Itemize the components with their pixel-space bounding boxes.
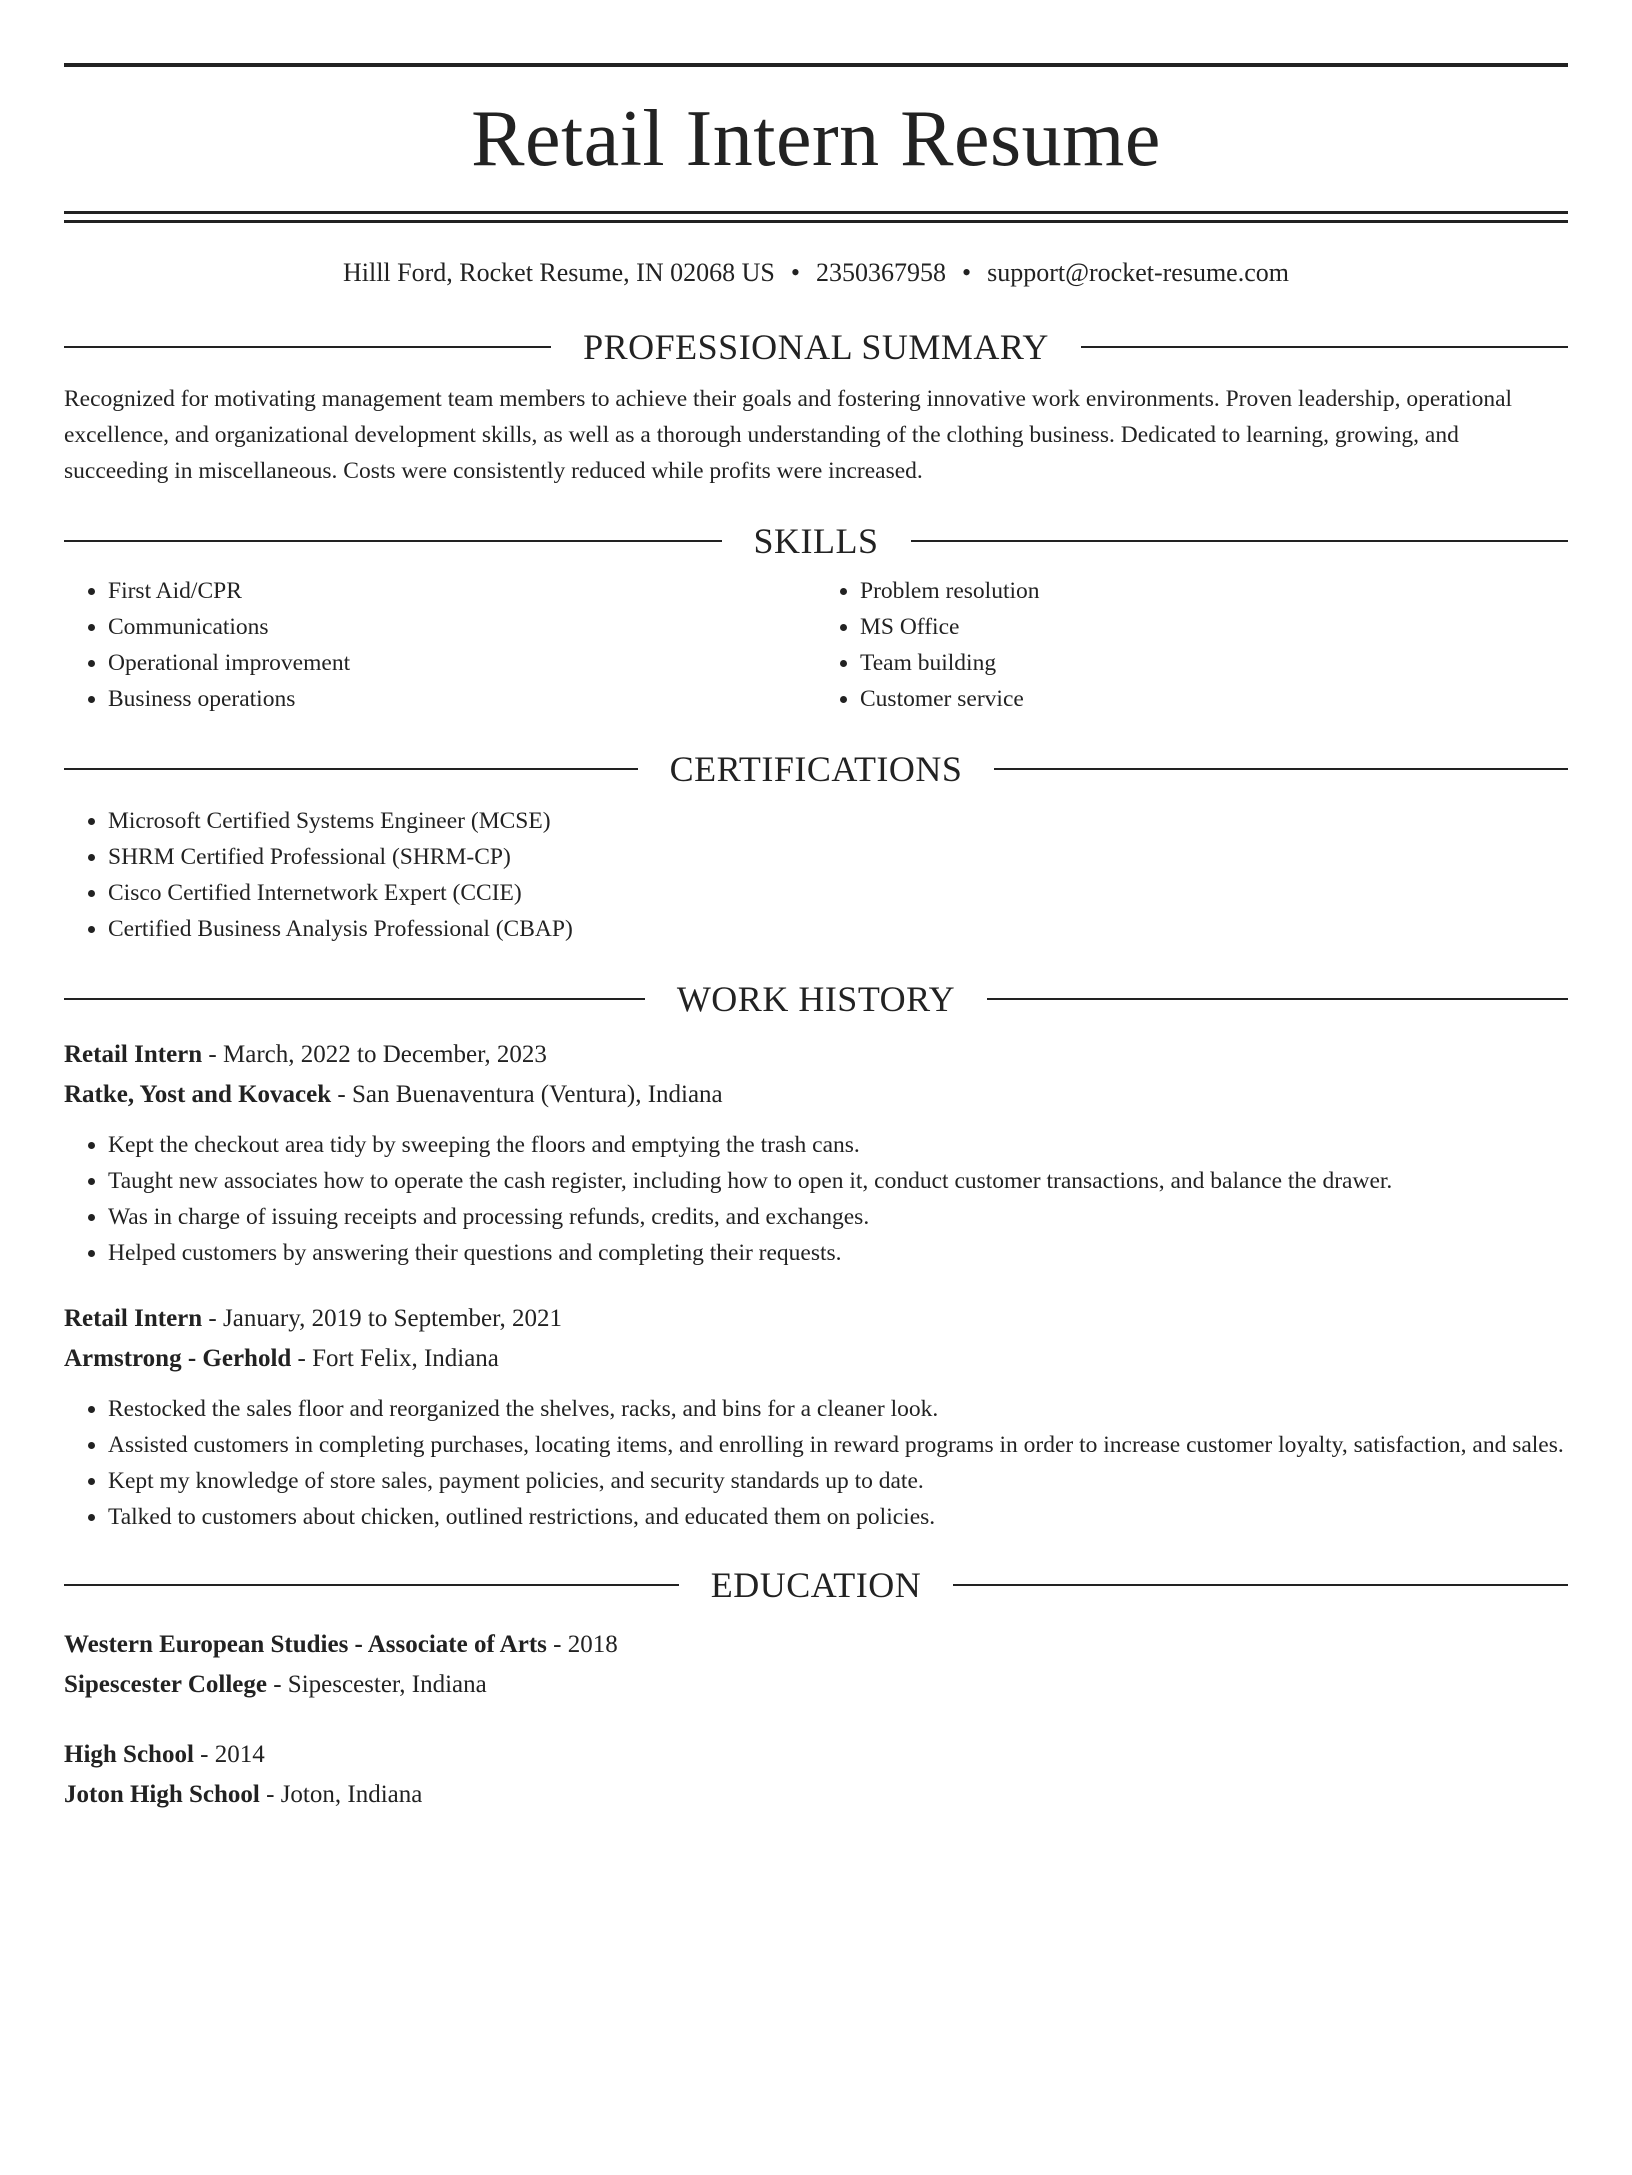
contact-phone: 2350367958 [815, 258, 946, 287]
section-title: PROFESSIONAL SUMMARY [583, 327, 1049, 367]
heading-rule [64, 768, 638, 770]
skill-item: • Operational improvement [108, 645, 816, 681]
heading-rule [987, 998, 1568, 1000]
job-entry [64, 1035, 1568, 1271]
education-entry [64, 1625, 1568, 1705]
contact-separator: • [790, 258, 800, 287]
page-title: Retail Intern Resume [471, 95, 1161, 183]
skill-item: • Customer service [860, 681, 1568, 717]
job-role-line [64, 1035, 1568, 1075]
job-duty-item: • Kept my knowledge of store sales, payment policies, and security standards up to date. [108, 1463, 1568, 1499]
job-role-line [64, 1299, 1568, 1339]
section-heading-education [64, 1563, 1568, 1607]
job-company-line [64, 1339, 1568, 1379]
education-school: Sipescester College [64, 1671, 267, 1698]
contact-address: Hilll Ford, Rocket Resume, IN 02068 US [342, 258, 775, 287]
section-title: SKILLS [753, 521, 879, 561]
job-duty-item: • Was in charge of issuing receipts and processing refunds, credits, and exchanges. [108, 1199, 1568, 1235]
heading-rule [64, 1584, 679, 1586]
summary-text: Recognized for motivating management team members to achieve their goals and fostering innovative work environments. Proven leadership, operational excellence, and organizational development skills, as well as a thorough understanding of the clothing business. Dedicated to learning, growing, and succeeding in miscellaneous. Costs were consistently reduced while profits were increased. [64, 386, 1513, 484]
certification-item: • Cisco Certified Internetwork Expert (CCIE) [108, 875, 1568, 911]
certification-item: • Certified Business Analysis Professional (CBAP) [108, 911, 1568, 947]
job-duty-item: • Helped customers by answering their questions and completing their requests. [108, 1235, 1568, 1271]
heading-rule [64, 998, 645, 1000]
job-dates: - March, 2022 to December, 2023 [202, 1041, 547, 1068]
contact-separator: • [961, 258, 972, 287]
education-degree-line [64, 1735, 1568, 1775]
skill-item: • MS Office [860, 609, 1568, 645]
skill-item: • Problem resolution [860, 573, 1568, 609]
job-duty-item: • Assisted customers in completing purchases, locating items, and enrolling in reward programs in order to increase customer loyalty, satisfaction, and sales. [108, 1427, 1568, 1463]
job-company: Ratke, Yost and Kovacek [64, 1081, 332, 1108]
education-year: - 2018 [546, 1631, 618, 1658]
skills-list-left [64, 573, 816, 717]
education-location: - Sipescester, Indiana [266, 1671, 487, 1698]
skill-item: • First Aid/CPR [108, 573, 816, 609]
job-location: - Fort Felix, Indiana [291, 1345, 499, 1372]
education-school-line [64, 1665, 1568, 1705]
skill-item: • Team building [860, 645, 1568, 681]
heading-rule [64, 346, 551, 348]
education-entry [64, 1735, 1568, 1815]
contact-line [64, 256, 1568, 290]
heading-rule [1081, 346, 1568, 348]
job-role: Retail Intern [64, 1305, 203, 1332]
contact-email: support@rocket-resume.com [987, 258, 1289, 287]
skill-item: • Business operations [108, 681, 816, 717]
section-title: CERTIFICATIONS [669, 749, 963, 789]
education-degree: Western European Studies - Associate of Arts [64, 1631, 547, 1658]
job-duty-item: • Talked to customers about chicken, outlined restrictions, and educated them on policies. [108, 1499, 1568, 1535]
section-title: WORK HISTORY [676, 979, 956, 1019]
skill-item: • Communications [108, 609, 816, 645]
top-rule [64, 63, 1568, 67]
section-heading-skills [64, 519, 1568, 563]
title-double-rule [64, 211, 1568, 223]
education-school-line [64, 1775, 1568, 1815]
job-company-line [64, 1075, 1568, 1115]
section-heading-certifications [64, 747, 1568, 791]
job-duties-list [64, 1391, 1568, 1535]
job-duty-item: • Taught new associates how to operate the cash register, including how to open it, conduct customer transactions, and balance the drawer. [108, 1163, 1568, 1199]
heading-rule [911, 540, 1569, 542]
education-school: Joton High School [64, 1781, 260, 1808]
job-dates: - January, 2019 to September, 2021 [202, 1305, 562, 1332]
job-duties-list [64, 1127, 1568, 1271]
job-location: - San Buenaventura (Ventura), Indiana [331, 1081, 723, 1108]
certification-item: • Microsoft Certified Systems Engineer (MCSE) [108, 803, 1568, 839]
job-duty-item: • Restocked the sales floor and reorganized the shelves, racks, and bins for a cleaner look. [108, 1391, 1568, 1427]
section-heading-summary [64, 325, 1568, 369]
heading-rule [64, 540, 722, 542]
heading-rule [953, 1584, 1568, 1586]
education-year: - 2014 [193, 1741, 265, 1768]
certifications-list [64, 803, 1568, 947]
job-company: Armstrong - Gerhold [64, 1345, 292, 1372]
skills-grid [64, 573, 1568, 717]
heading-rule [994, 768, 1568, 770]
education-degree: High School [64, 1741, 194, 1768]
education-degree-line [64, 1625, 1568, 1665]
resume-page [0, 63, 1632, 2175]
job-duty-item: • Kept the checkout area tidy by sweeping the floors and emptying the trash cans. [108, 1127, 1568, 1163]
job-role: Retail Intern [64, 1041, 203, 1068]
certification-item: • SHRM Certified Professional (SHRM-CP) [108, 839, 1568, 875]
job-entry [64, 1299, 1568, 1535]
section-title: EDUCATION [710, 1565, 922, 1605]
education-location: - Joton, Indiana [259, 1781, 423, 1808]
section-heading-work-history [64, 977, 1568, 1021]
skills-list-right [816, 573, 1568, 717]
